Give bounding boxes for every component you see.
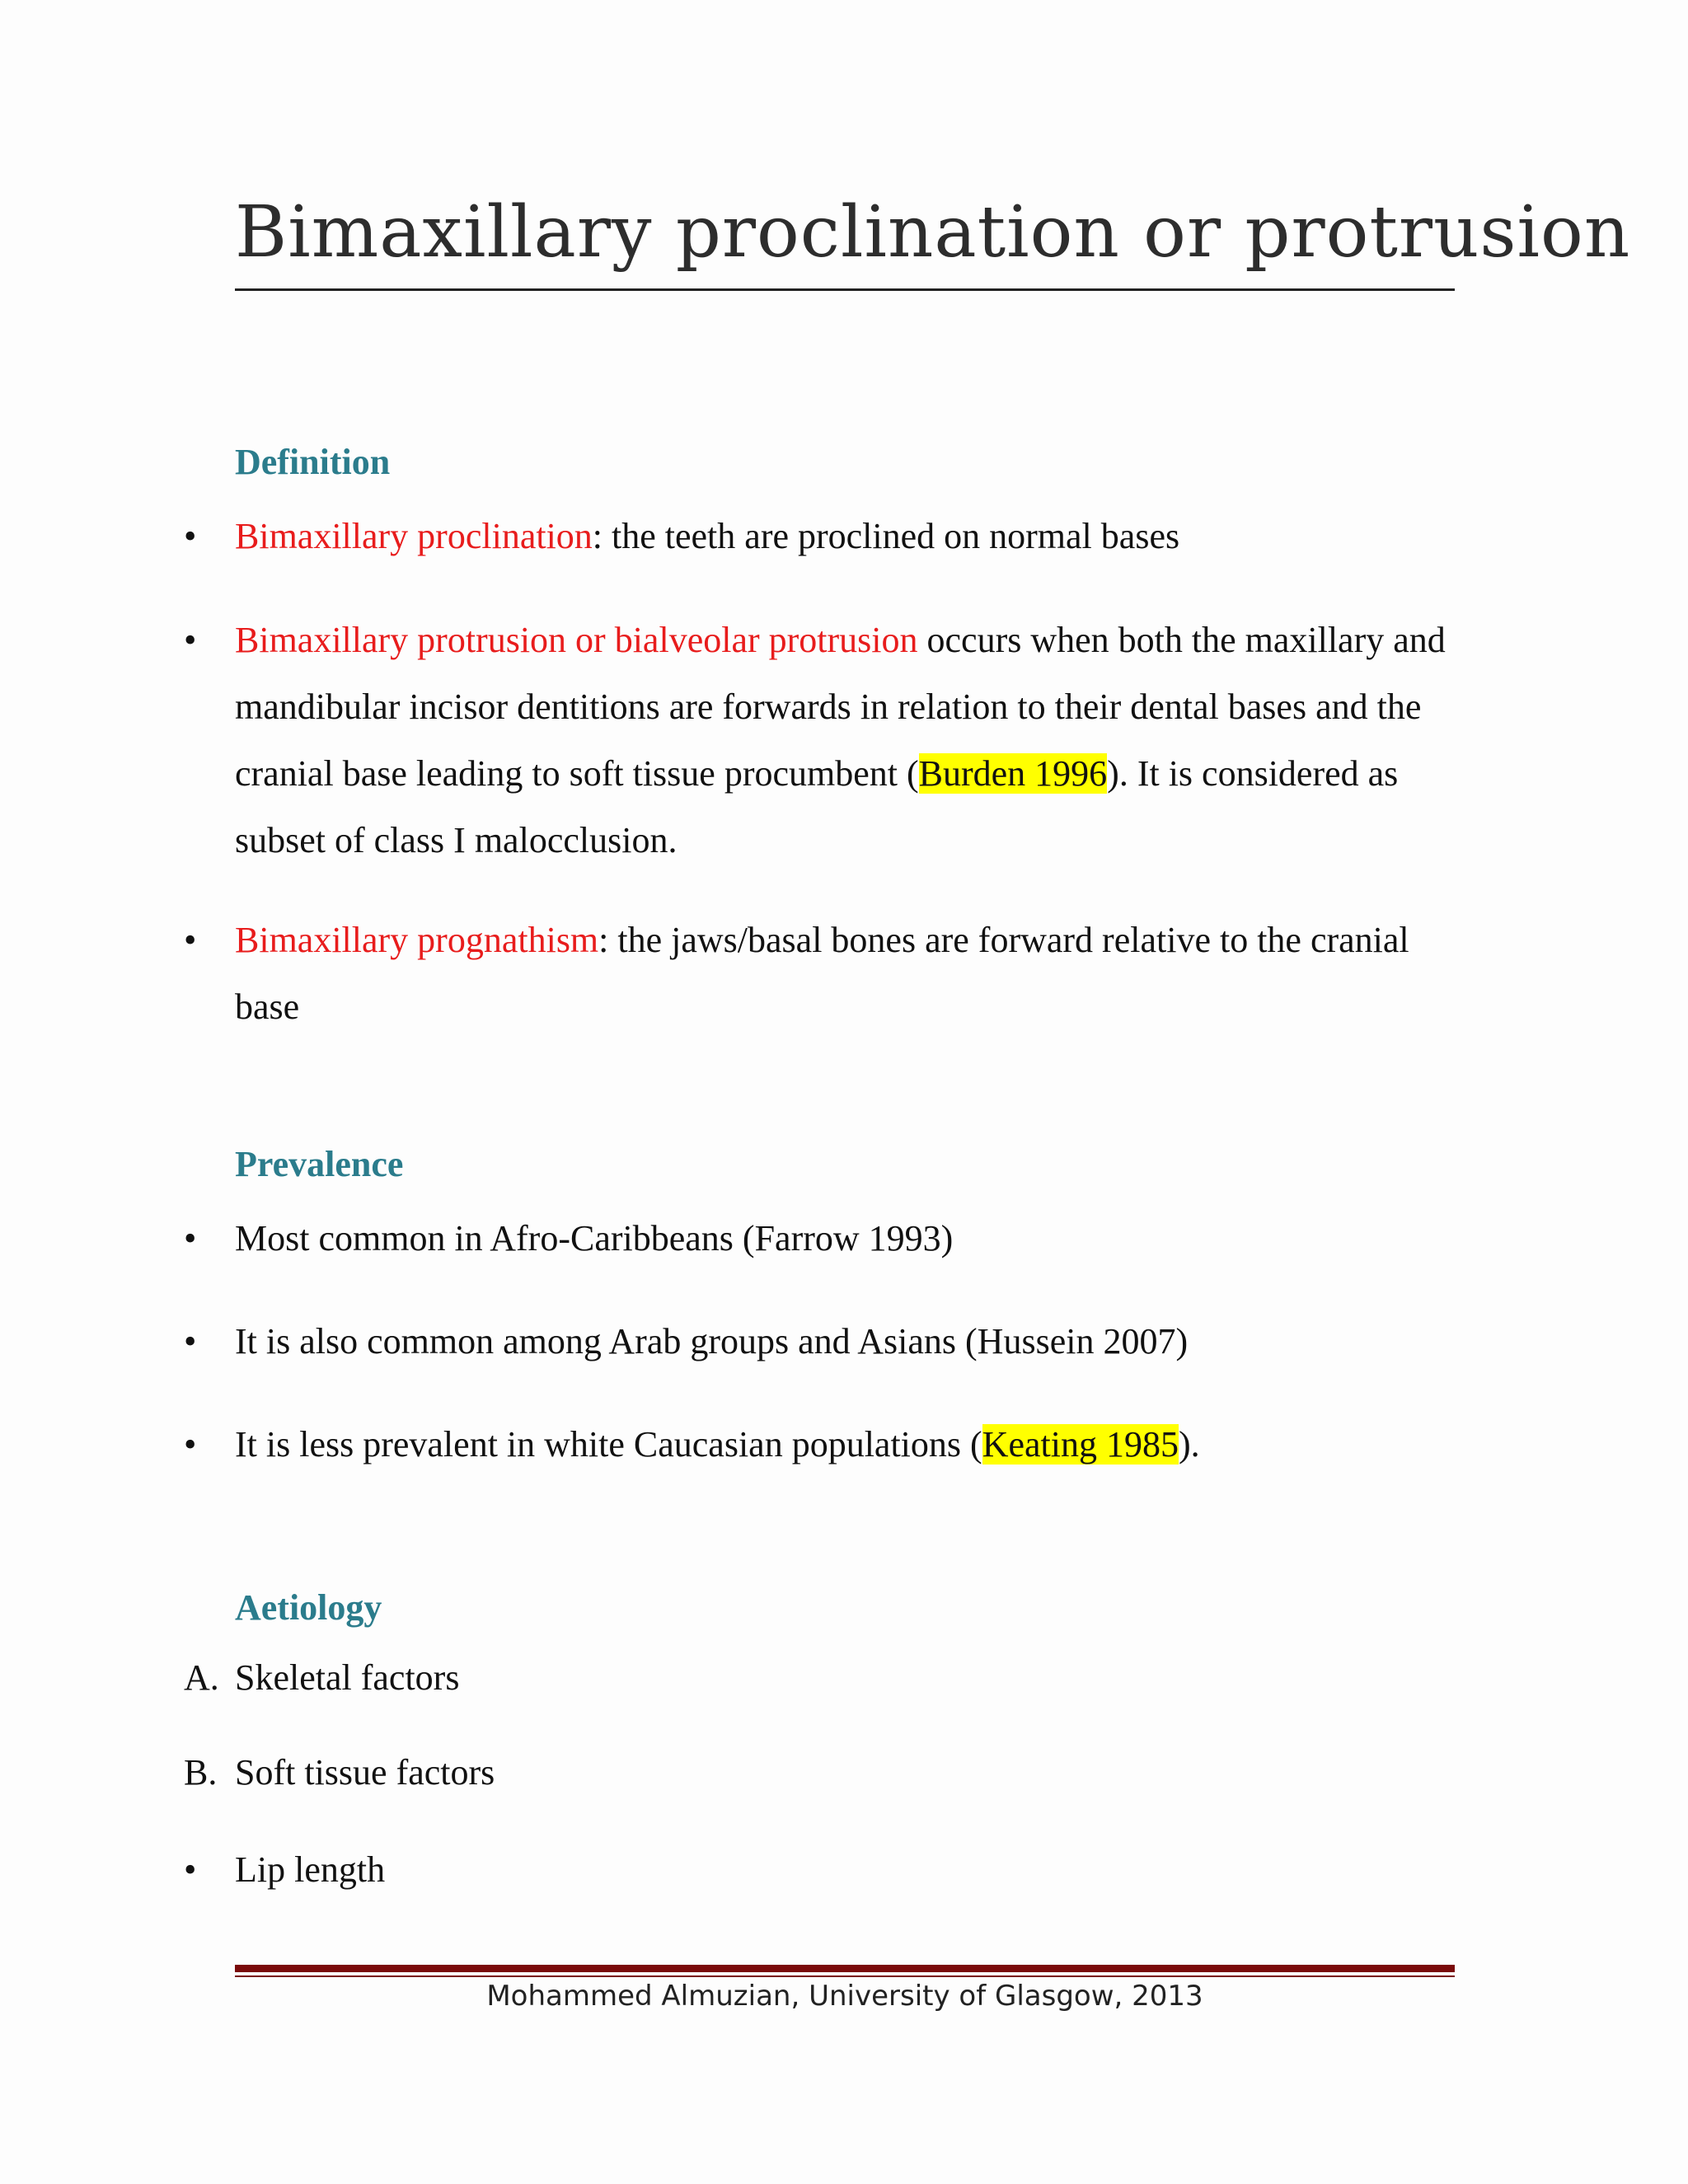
aetiology-heading: Aetiology <box>235 1587 382 1628</box>
aetiology-text: Lip length <box>235 1849 386 1890</box>
prevalence-item <box>184 1411 1447 1478</box>
prevalence-text-after: ). <box>1178 1424 1200 1465</box>
bullet-icon: • <box>184 620 197 660</box>
bullet-icon: • <box>184 1849 197 1890</box>
title-underline <box>235 288 1455 291</box>
prevalence-text: Most common in Afro-Caribbeans (Farrow 1993) <box>235 1218 954 1258</box>
definition-item-prognathism <box>184 907 1447 1040</box>
aetiology-item <box>184 1644 1447 1711</box>
definition-text-after: ). It is considered as subset of class I malocclusion. <box>235 753 1399 860</box>
bullet-icon: • <box>184 1321 197 1361</box>
prevalence-item <box>184 1308 1447 1375</box>
term: Bimaxillary proclination <box>235 516 593 556</box>
term: Bimaxillary prognathism <box>235 920 599 960</box>
citation-highlight: Burden 1996 <box>918 753 1108 794</box>
prevalence-text: It is also common among Arab groups and Asians (Hussein 2007) <box>235 1321 1189 1361</box>
citation-highlight: Keating 1985 <box>982 1424 1179 1465</box>
list-marker: A. <box>184 1657 219 1698</box>
aetiology-text: Soft tissue factors <box>235 1752 495 1793</box>
definition-heading: Definition <box>235 442 391 482</box>
definition-item-protrusion <box>184 607 1447 874</box>
list-marker: B. <box>184 1752 218 1793</box>
definition-item-proclination <box>184 503 1447 569</box>
aetiology-text: Skeletal factors <box>235 1657 460 1698</box>
bullet-icon: • <box>184 516 197 556</box>
aetiology-item <box>184 1739 1447 1806</box>
footer-rule <box>235 1965 1455 1972</box>
prevalence-item <box>184 1205 1447 1272</box>
prevalence-text: It is less prevalent in white Caucasian populations ( <box>235 1424 982 1465</box>
term: Bimaxillary protrusion or bialveolar protrusion <box>235 620 918 660</box>
prevalence-heading: Prevalence <box>235 1144 404 1184</box>
bullet-icon: • <box>184 920 197 960</box>
definition-text: : the jaws/basal bones are forward relative to the cranial base <box>235 920 1409 1027</box>
bullet-icon: • <box>184 1218 197 1258</box>
footer-rule-thin <box>235 1975 1455 1977</box>
page-title: Bimaxillary proclination or protrusion <box>235 191 1631 274</box>
definition-text: : the teeth are proclined on normal bases <box>592 516 1180 556</box>
bullet-icon: • <box>184 1424 197 1465</box>
definition-text: occurs when both the maxillary and mandibular incisor dentitions are forwards in relation to their dental bases and the cranial base leading to soft tissue procumbent ( <box>235 620 1446 794</box>
page-footer: Mohammed Almuzian, University of Glasgow, 2013 <box>486 1980 1203 2013</box>
aetiology-item <box>184 1836 1447 1903</box>
